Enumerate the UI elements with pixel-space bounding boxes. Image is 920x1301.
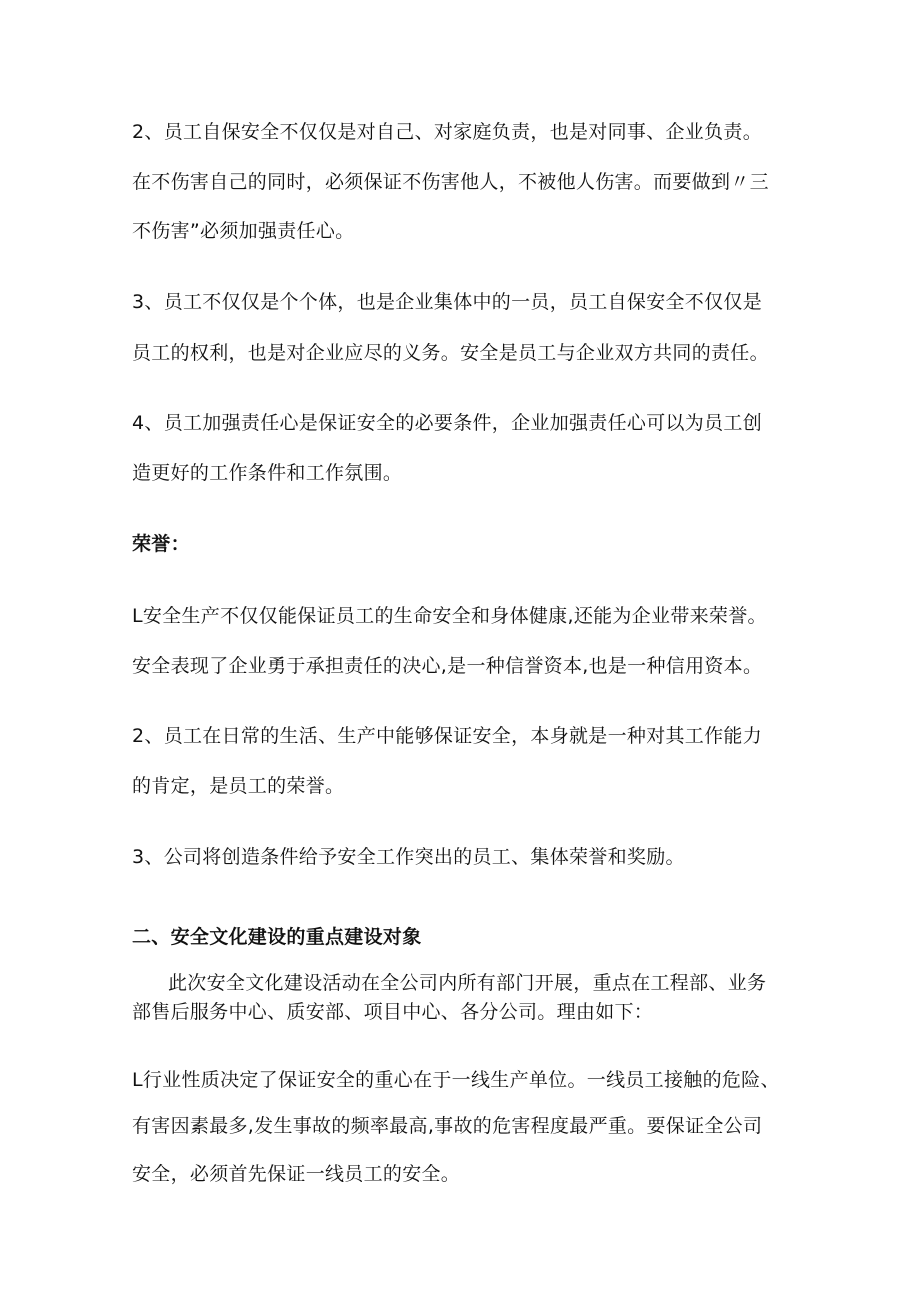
section-heading: 二、安全文化建设的重点建设对象 [132,926,422,948]
paragraph-line: 2、员工自保安全不仅仅是对自己、对家庭负责，也是对同事、企业负责。 [132,121,762,143]
paragraph-line: 员工的权利，也是对企业应尽的义务。安全是员工与企业双方共同的责任。 [132,342,769,364]
paragraph-line: L行业性质决定了保证安全的重心在于一线生产单位。一线员工接触的危险、 [132,1069,780,1091]
paragraph-line: 不伤害”必须加强责任心。 [132,220,355,242]
paragraph-line: 3、公司将创造条件给予安全工作突出的员工、集体荣誉和奖励。 [132,846,685,868]
paragraph-line: 2、员工在日常的生活、生产中能够保证安全，本身就是一种对其工作能力 [132,725,762,747]
paragraph-line: 部售后服务中心、质安部、项目中心、各分公司。理由如下： [132,1001,654,1023]
paragraph-line: L安全生产不仅仅能保证员工的生命安全和身体健康,还能为企业带来荣誉。 [132,605,767,627]
paragraph-line: 4、员工加强责任心是保证安全的必要条件，企业加强责任心可以为员工创 [132,412,762,434]
section-heading: 荣誉： [132,533,190,555]
paragraph-line: 造更好的工作条件和工作氛围。 [132,462,403,484]
paragraph-line: 3、员工不仅仅是个个体，也是企业集体中的一员，员工自保安全不仅仅是 [132,291,762,313]
paragraph-line: 安全，必须首先保证一线员工的安全。 [132,1163,461,1185]
paragraph-line: 的肯定，是员工的荣誉。 [132,775,345,797]
paragraph-line: 安全表现了企业勇于承担责任的决心,是一种信誉资本,也是一种信用资本。 [132,655,763,677]
paragraph-line: 此次安全文化建设活动在全公司内所有部门开展，重点在工程部、业务 [168,972,767,994]
paragraph-line: 在不伤害自己的同时，必须保证不伤害他人，不被他人伤害。而要做到〃三 [132,171,769,193]
paragraph-line: 有害因素最多,发生事故的频率最高,事故的危害程度最严重。要保证全公司 [132,1115,763,1137]
